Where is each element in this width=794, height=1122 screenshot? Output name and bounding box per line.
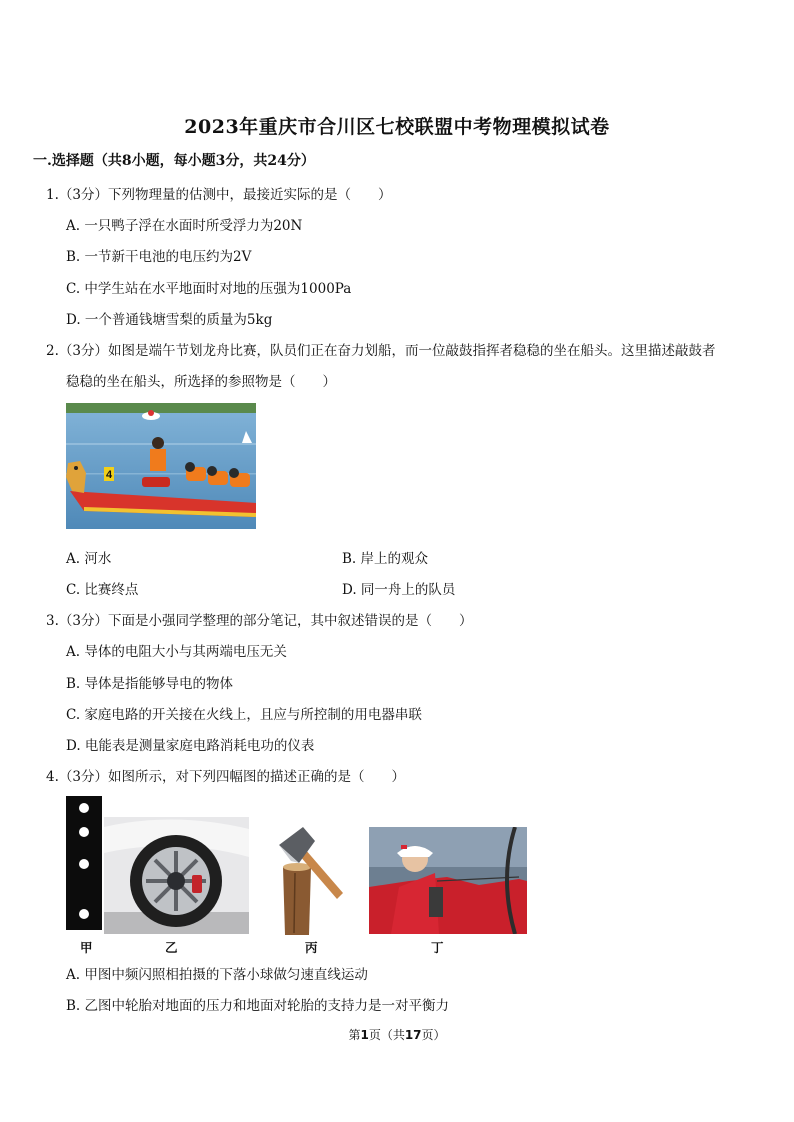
figure-caption-ding: 丁 <box>431 940 444 955</box>
q3-option-b: B. 导体是指能够导电的物体 <box>66 676 234 692</box>
question-3-stem: 3.（3分）下面是小强同学整理的部分笔记，其中叙述错误的是（ ） <box>46 613 473 629</box>
q4-option-a: A. 甲图中频闪照相拍摄的下落小球做匀速直线运动 <box>66 967 368 983</box>
boat-number: 4 <box>105 469 113 481</box>
q2-option-a: A. 河水 <box>66 551 112 567</box>
car-tire-figure <box>104 817 249 934</box>
question-2-stem-line2: 稳稳的坐在船头，所选择的参照物是（ ） <box>66 374 336 390</box>
footer-pre: 第 <box>348 1028 361 1042</box>
footer-total-pages: 17 <box>404 1028 422 1042</box>
archer-figure <box>369 827 527 934</box>
question-4-stem: 4.（3分）如图所示，对下列四幅图的描述正确的是（ ） <box>46 769 405 785</box>
q3-option-c: C. 家庭电路的开关接在火线上，且应与所控制的用电器串联 <box>66 707 422 723</box>
q2-option-d: D. 同一舟上的队员 <box>342 582 456 598</box>
footer-mid: 页（共 <box>368 1028 405 1042</box>
q1-option-a: A. 一只鸭子浮在水面时所受浮力为20N <box>66 218 303 234</box>
q1-option-c: C. 中学生站在水平地面时对地的压强为1000Pa <box>66 281 352 297</box>
q2-option-b: B. 岸上的观众 <box>342 551 429 567</box>
q4-option-b: B. 乙图中轮胎对地面的压力和地面对轮胎的支持力是一对平衡力 <box>66 998 450 1014</box>
question-1-stem: 1.（3分）下列物理量的估测中，最接近实际的是（ ） <box>46 187 392 203</box>
q3-option-d: D. 电能表是测量家庭电路消耗电功的仪表 <box>66 738 315 754</box>
q1-option-b: B. 一节新干电池的电压约为2V <box>66 249 252 265</box>
dragon-boat-photo <box>66 403 256 529</box>
axe-wood-figure <box>275 823 347 935</box>
figure-caption-jia: 甲 <box>80 940 93 955</box>
q3-option-a: A. 导体的电阻大小与其两端电压无关 <box>66 644 287 660</box>
page-title: 2023年重庆市合川区七校联盟中考物理模拟试卷 <box>184 116 610 138</box>
q1-option-d: D. 一个普通钱塘雪梨的质量为5kg <box>66 312 273 328</box>
section-heading: 一.选择题（共8小题，每小题3分，共24分） <box>33 153 315 169</box>
strobe-ball-figure <box>66 796 102 930</box>
figure-caption-yi: 乙 <box>165 940 178 955</box>
figure-caption-bing: 丙 <box>305 940 318 955</box>
q2-option-c: C. 比赛终点 <box>66 582 139 598</box>
footer-post: 页） <box>421 1028 446 1042</box>
footer-page-number: 1 <box>360 1028 369 1042</box>
question-2-stem-line1: 2.（3分）如图是端午节划龙舟比赛，队员们正在奋力划船，而一位敲鼓指挥者稳稳的坐在船头。这里描述敲鼓者 <box>46 343 716 359</box>
page-footer <box>0 1026 794 1043</box>
